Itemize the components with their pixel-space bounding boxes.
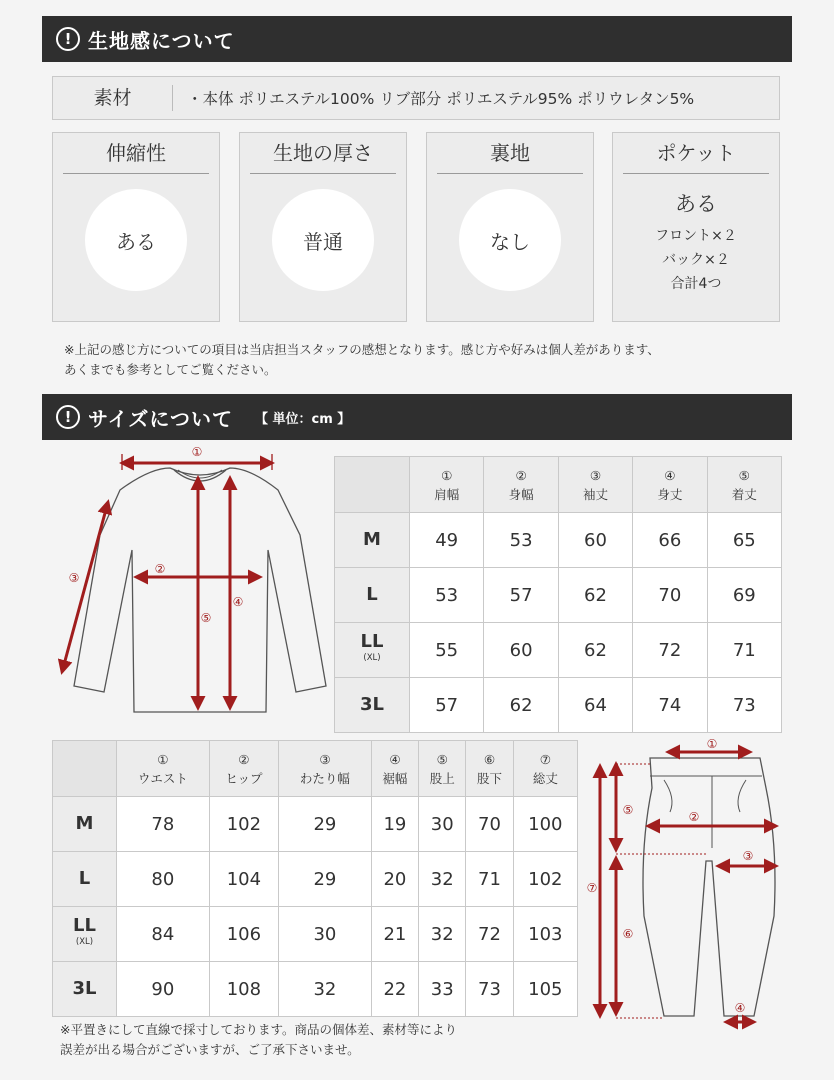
svg-text:②: ② (688, 810, 700, 824)
shirt-outline (74, 468, 326, 712)
svg-text:③: ③ (742, 849, 754, 863)
fabric-section-title: 生地感について (88, 28, 235, 53)
pants-outline (643, 758, 775, 1016)
col-header: ⑦ 総丈 (513, 741, 577, 797)
size-label: 3L (335, 678, 410, 733)
pocket-detail: 合計4つ (670, 276, 722, 292)
pants-diagram (584, 736, 824, 1036)
table-row: LL (XL) 55 60 62 72 71 (335, 623, 782, 678)
size-label: LL (XL) (53, 907, 117, 962)
exclamation-icon: ! (56, 27, 80, 51)
bottom-size-table (52, 740, 578, 1017)
size-section-title: サイズについて (88, 406, 233, 431)
pocket-detail: バック×２ (662, 252, 730, 268)
size-section-header (42, 394, 792, 440)
property-value: ある (85, 189, 187, 291)
property-value: 普通 (272, 189, 374, 291)
material-value: ・本体 ポリエステル100% リブ部分 ポリエステル95% ポリウレタン5% (187, 90, 695, 108)
pocket-value: ある (675, 192, 717, 216)
table-row: L 53 57 62 70 69 (335, 568, 782, 623)
size-label: LL (XL) (335, 623, 410, 678)
property-label: 伸縮性 (106, 141, 166, 165)
size-label: L (53, 852, 117, 907)
size-label: L (335, 568, 410, 623)
col-header: ① ウエスト (117, 741, 210, 797)
top-size-table (334, 456, 782, 733)
svg-text:⑦: ⑦ (586, 881, 598, 895)
table-row: LL (XL) 84 106 30 21 32 72 103 (53, 907, 578, 962)
property-lining (426, 132, 594, 322)
pocket-detail: フロント×２ (655, 228, 737, 244)
label-4: ④ (232, 595, 244, 609)
table-row: M 78 102 29 19 30 70 100 (53, 797, 578, 852)
property-stretch (52, 132, 220, 322)
col-header: ⑤ 着丈 (707, 457, 781, 513)
fabric-section-header (42, 16, 792, 62)
table-row: 3L 57 62 64 74 73 (335, 678, 782, 733)
exclamation-icon: ! (56, 405, 80, 429)
table-row: 3L 90 108 32 22 33 73 105 (53, 962, 578, 1017)
table-corner (335, 457, 410, 513)
svg-text:④: ④ (734, 1001, 746, 1015)
label-3: ③ (68, 571, 80, 585)
table-row: L 80 104 29 20 32 71 102 (53, 852, 578, 907)
svg-text:⑥: ⑥ (622, 927, 634, 941)
property-thickness (239, 132, 407, 322)
col-header: ④ 裾幅 (371, 741, 418, 797)
property-label: 生地の厚さ (273, 141, 373, 165)
col-header: ② 身幅 (484, 457, 558, 513)
col-header: ② ヒップ (209, 741, 278, 797)
col-header: ⑥ 股下 (466, 741, 513, 797)
table-row: M 49 53 60 66 65 (335, 513, 782, 568)
property-value: なし (459, 189, 561, 291)
size-label: M (335, 513, 410, 568)
col-header: ① 肩幅 (410, 457, 484, 513)
size-note: ※平置きにして直線で採寸しております。商品の個体差、素材等により 誤差が出る場合がございますが、ご了承下さいませ。 (60, 1022, 457, 1057)
label-1: ① (191, 445, 203, 459)
fabric-note: ※上記の感じ方についての項目は当店担当スタッフの感想となります。感じ方や好みは個人差があります、 あくまでも参考としてご覧ください。 (64, 342, 660, 377)
property-label: 裏地 (490, 141, 530, 165)
material-label: 素材 (53, 85, 173, 111)
label-5: ⑤ (200, 611, 212, 625)
material-row (52, 76, 780, 120)
unit-label: 【 単位：cm 】 (255, 411, 351, 427)
label-2: ② (154, 562, 166, 576)
size-label: 3L (53, 962, 117, 1017)
size-label: M (53, 797, 117, 852)
col-header: ③ 袖丈 (558, 457, 632, 513)
svg-text:⑤: ⑤ (622, 803, 634, 817)
property-label: ポケット (656, 141, 736, 165)
col-header: ⑤ 股上 (419, 741, 466, 797)
col-header: ④ 身丈 (633, 457, 707, 513)
col-header: ③ わたり幅 (279, 741, 372, 797)
table-corner (53, 741, 117, 797)
shirt-diagram (50, 440, 330, 720)
property-pocket (612, 132, 780, 322)
svg-text:①: ① (706, 737, 718, 751)
